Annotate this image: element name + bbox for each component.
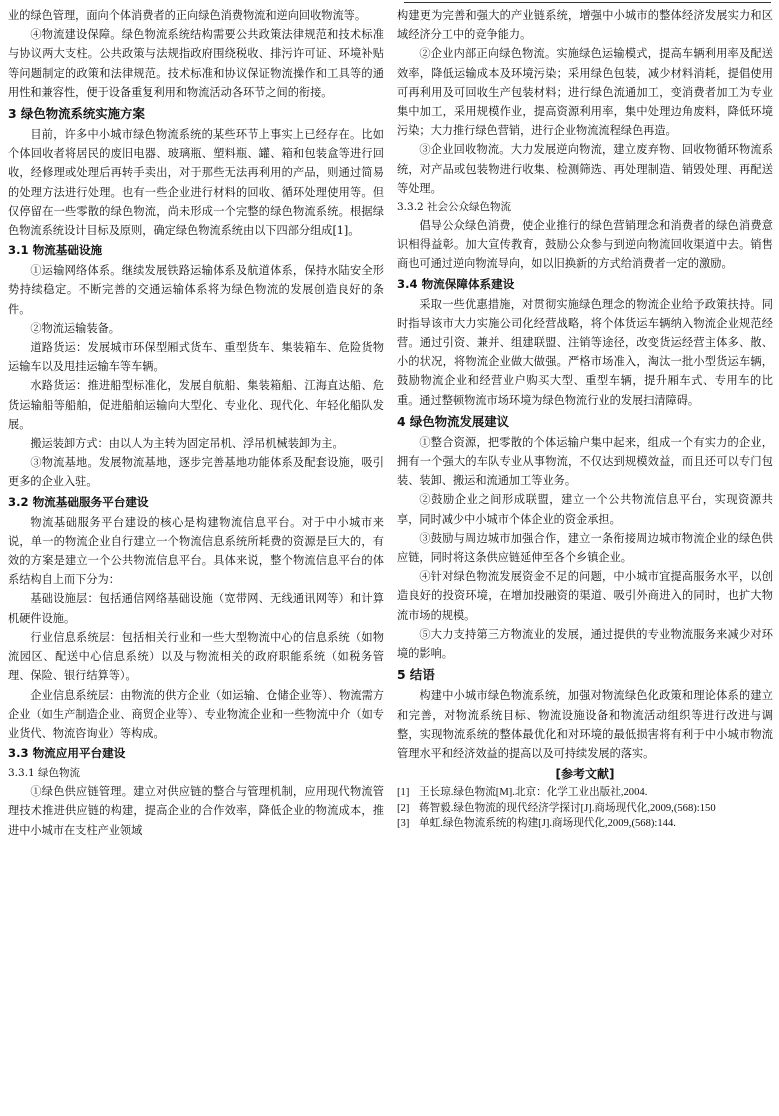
header-rule — [404, 2, 771, 3]
reference-number: [3] — [397, 818, 410, 830]
paragraph-enterprise-layer: 企业信息系统层：由物流的供方企业（如运输、仓储企业等）、物流需方企业（如生产制造企业、商贸企业等）、专业物流企业和一些物流中介（如专业货代、物流咨询业）等构成。 — [8, 688, 384, 740]
paragraph-suggestion-4: ④针对绿色物流发展资金不足的问题，中小城市宜提高服务水平，以创造良好的投资环境，在增加投融资的渠道、吸引外商进入的同时，也扩大物流市场的规模。 — [397, 570, 773, 622]
paragraph-transport-equipment: ②物流运输装备。 — [30, 321, 120, 335]
heading-3-1: 3.1 物流基础设施 — [8, 243, 103, 258]
heading-3-3-2: 3.3.2 社会公众绿色物流 — [397, 201, 512, 214]
paragraph-suggestion-1: ①整合资源，把零散的个体运输户集中起来，组成一个有实力的企业，拥有一个强大的车队专业从事物流，不仅达到规模效益，而且还可以专门包装、装卸、搬运和流通加工等业务。 — [397, 435, 773, 488]
reference-number: [2] — [397, 802, 410, 814]
reference-number: [1] — [397, 787, 410, 799]
right-column — [397, 6, 773, 1112]
heading-3-2: 3.2 物流基础服务平台建设 — [8, 494, 149, 509]
paragraph-green-supply-chain: ①绿色供应链管理。建立对供应链的整合与管理机制，应用现代物流管理技术推进供应链的构建，提高企业的合作效率，降低企业的物流成本，推进中小城市在支柱产业领域 — [8, 785, 384, 837]
paragraph-reverse-logistics: ③企业回收物流。大力发展逆向物流，建立废弃物、回收物循环物流系统，对产品或包装物进行收集、检测筛选、再处理制造、销毁处理、再配送等处理。 — [397, 143, 773, 195]
paragraph-water-freight: 水路货运：推进船型标准化，发展自航船、集装箱船、江海直达船、危货运输船等船舶，促进船舶运输向大型化、专业化、现代化、年轻化船队发展。 — [8, 379, 384, 431]
left-column — [8, 6, 384, 1112]
paragraph-infrastructure-layer: 基础设施层：包括通信网络基础设施（宽带网、无线通讯网等）和计算机硬件设施。 — [8, 592, 384, 625]
paragraph-industry-layer: 行业信息系统层：包括相关行业和一些大型物流中心的信息系统（如物流园区、配送中心信息系统）以及与物流相关的政府职能系统（如税务管理、保险、银行结算等）。 — [8, 630, 384, 683]
paragraph-road-freight: 道路货运：发展城市环保型厢式货车、重型货车、集装箱车、危险货物运输车以及甩挂运输车等车辆。 — [8, 341, 384, 374]
paragraph-transport-network: ①运输网络体系。继续发展铁路运输体系及航道体系，保持水陆安全形势持续稳定。不断完善的交通运输体系将为绿色物流的发展创造良好的条件。 — [8, 264, 384, 316]
heading-3-3-1: 3.3.1 绿色物流 — [8, 767, 81, 780]
paragraph-guarantee-system: 采取一些优惠措施，对贯彻实施绿色理念的物流企业给予政策扶持。同时指导该市大力实施公司化经营战略，将个体货运车辆纳入物流企业规范经营。通过引资、兼并、组建联盟、注销等途径，改变货运经营主体多、散、小的状况，将物流企业做大做强。严格市场准入，淘汰一批小型货运车辆，鼓励物流企业和经营业户购买大型、重型车辆，提升厢车式、专用车的比重。通过整顿物流市场环境为绿色物流行业的发展扫清障碍。 — [397, 297, 773, 407]
paragraph-internal-logistics: ②企业内部正向绿色物流。实施绿色运输模式，提高车辆利用率及配送效率，降低运输成本及环境污染；采用绿色包装，减少材料消耗，提倡使用可再利用及可回收生产包装材料；进行绿色流通加工，变消费者加工为专业集中加工，采用规模作业，提高资源利用率，集中处理边角废料，降低环境污染；大力推行绿色营销，进行企业物流流程绿色再造。 — [397, 47, 773, 138]
references-title: [参考文献] — [555, 767, 615, 782]
paragraph-logistics-base: ③物流基地。发展物流基地，逐步完善基地功能体系及配套设施，吸引更多的企业入驻。 — [8, 456, 384, 489]
reference-list — [397, 785, 773, 832]
paragraph-suggestion-2: ②鼓励企业之间形成联盟，建立一个公共物流信息平台，实现资源共享，同时减少中小城市个体企业的资金承担。 — [397, 493, 773, 526]
paragraph-loading-method: 搬运装卸方式：由以人为主转为固定吊机、浮吊机械装卸为主。 — [30, 437, 344, 451]
heading-section-4: 4 绿色物流发展建议 — [397, 413, 510, 429]
reference-text: 王长琼.绿色物流[M].北京：化学工业出版社,2004. — [419, 787, 648, 799]
reference-text: 蒋智毅.绿色物流的现代经济学探讨[J].商场现代化,2009,(568):150 — [419, 802, 716, 814]
paragraph-conclusion: 构建中小城市绿色物流系统，加强对物流绿色化政策和理论体系的建立和完善，对物流系统目标、物流设施设备和物流活动组织等进行改进与调整，实现物流系统的整体最优化和对环境的最低损害将有利于中小城市物流管理水平和经济效益的提高以及可持续发展的落实。 — [397, 689, 773, 760]
reference-item — [397, 816, 773, 832]
heading-section-3: 3 绿色物流系统实施方案 — [8, 106, 145, 122]
paragraph-suggestion-3: ③鼓励与周边城市加强合作，建立一条衔接周边城市物流企业的绿色供应链，同时将这条供应链延伸至各个乡镇企业。 — [397, 531, 773, 565]
reference-item — [397, 801, 773, 817]
heading-3-3: 3.3 物流应用平台建设 — [8, 746, 126, 761]
heading-3-4: 3.4 物流保障体系建设 — [397, 276, 515, 291]
reference-text: 单虹.绿色物流系统的构建[J].商场现代化,2009,(568):144. — [419, 818, 676, 830]
paragraph-platform-core: 物流基础服务平台建设的核心是构建物流信息平台。对于中小城市来说，单一的物流企业自行建立一个物流信息系统所耗费的资源是巨大的，有效的方案是建立一个公共物流信息平台。具体来说，整个物流信息平台的体系结构自上而下分为： — [8, 515, 384, 587]
paragraph-suggestion-5: ⑤大力支持第三方物流业的发展，通过提供的专业物流服务来减少对环境的影响。 — [397, 627, 773, 661]
paragraph-public-green-logistics: 倡导公众绿色消费，使企业推行的绿色营销理念和消费者的绿色消费意识相得益彰。加大宣传教育，鼓励公众参与到逆向物流回收渠道中去。销售商也可通过逆向物流导向，如以旧换新的方式给消费者一定的激励。 — [397, 219, 773, 271]
paragraph-intro-continued: 业的绿色管理，面向个体消费者的正向绿色消费物流和逆向回收物流等。 — [8, 9, 367, 22]
paragraph-section-3: 目前，许多中小城市绿色物流系统的某些环节上事实上已经存在。比如个体回收者将居民的废旧电器、玻璃瓶、塑料瓶、罐、箱和包装盒等进行回收，经修理或处理后再转手卖出，对于那些无法再利用的产品，则通过简易的处理方法进行处理。也有一些企业进行材料的回收、循环处理使用等。但仅停留在一些零散的绿色物流，尚未形成一个完整的绿色物流系统。根据绿色物流系统设计目标及原则，确定绿色物流系统由以下四部分组成[1]。 — [8, 128, 384, 238]
paragraph-construction-guarantee: ④物流建设保障。绿色物流系统结构需要公共政策法律规范和技术标准与协议两大支柱。公共政策与法规指政府围绕税收、排污许可证、环境补贴等问题制定的政策和法律规范。技术标准和协议保证物流操作和工具等的通用性和兼容性，便于设备重复利用和物流活动各环节之间的衔接。 — [8, 28, 384, 99]
paragraph-supply-chain-continued: 构建更为完善和强大的产业链系统，增强中小城市的整体经济发展实力和区域经济分工中的竞争能力。 — [397, 9, 773, 42]
heading-section-5: 5 结语 — [397, 667, 435, 683]
reference-item — [397, 785, 773, 801]
